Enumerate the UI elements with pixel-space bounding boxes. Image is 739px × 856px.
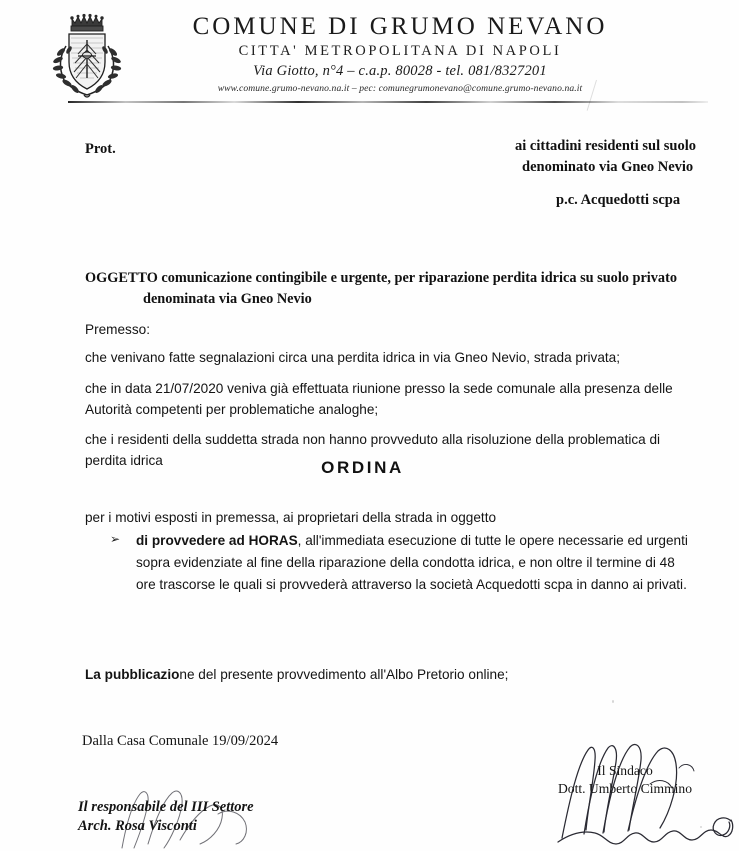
place-and-date: Dalla Casa Comunale 19/09/2024 bbox=[82, 733, 279, 749]
motivi-paragraph: per i motivi esposti in premessa, ai proprietari della strada in oggetto bbox=[85, 510, 497, 525]
municipal-coat-of-arms-icon bbox=[42, 10, 138, 102]
premise-paragraph-2: che in data 21/07/2020 veniva già effettuata riunione presso la sede comunale alla presenza delle Autorità competenti per problematiche analoghe; bbox=[85, 381, 673, 417]
protocol-label: Prot. bbox=[85, 141, 116, 157]
premise-label: Premesso: bbox=[85, 322, 150, 337]
recipient-line-2: denominato via Gneo Nevio bbox=[522, 158, 694, 175]
officer-role: Il responsabile del III Settore bbox=[78, 799, 254, 815]
publication-paragraph bbox=[85, 665, 693, 686]
scan-artifact-speck bbox=[700, 826, 702, 828]
organization-address: Via Giotto, n°4 – c.a.p. 80028 - tel. 081/8327201 bbox=[253, 63, 547, 80]
subject-block bbox=[85, 268, 690, 309]
premise-paragraph-3: che i residenti della suddetta strada non hanno provveduto alla risoluzione della problematica di perdita idrica bbox=[85, 432, 661, 468]
arrow-bullet-icon: ➢ bbox=[110, 532, 121, 546]
ordinance-bullet-text bbox=[136, 530, 695, 596]
premise-paragraph-1: che venivano fatte segnalazioni circa una perdita idrica in via Gneo Nevio, strada privata; bbox=[85, 350, 620, 365]
officer-name: Arch. Rosa Visconti bbox=[78, 818, 197, 835]
mayor-name: Dott. Umberto Cimmino bbox=[557, 781, 693, 797]
organization-web-pec: www.comune.grumo-nevano.na.it – pec: comunegrumonevano@comune.grumo-nevano.na.it bbox=[217, 83, 583, 95]
carbon-copy-recipient: p.c. Acquedotti scpa bbox=[556, 192, 681, 208]
letterhead bbox=[0, 6, 739, 102]
scan-artifact-speck bbox=[612, 700, 614, 703]
ordinance-bullet-emphasis: di provvedere ad HORAS bbox=[136, 533, 298, 548]
subject-line-2: denominata via Gneo Nevio bbox=[143, 290, 312, 307]
publication-rest: ne del presente provvedimento all'Albo Pretorio online; bbox=[179, 667, 509, 682]
organization-subtitle: CITTA' METROPOLITANA DI NAPOLI bbox=[238, 43, 562, 60]
header-divider bbox=[68, 101, 708, 103]
recipient-block bbox=[440, 136, 730, 177]
mayor-signature-block bbox=[520, 762, 730, 799]
mayor-role: Il Sindaco bbox=[597, 763, 653, 778]
letterhead-text bbox=[150, 14, 650, 94]
subject-line-1: OGGETTO comunicazione contingibile e urgente, per riparazione perdita idrica su suolo privato bbox=[85, 270, 677, 286]
list-item bbox=[110, 530, 695, 596]
publication-emphasis: La pubblicazio bbox=[85, 667, 180, 682]
recipient-line-1: ai cittadini residenti sul suolo bbox=[515, 138, 697, 154]
officer-signature-block bbox=[78, 798, 254, 836]
organization-name: COMUNE DI GRUMO NEVANO bbox=[192, 13, 608, 40]
ordinance-bullet-list bbox=[110, 530, 695, 596]
ordinance-bullet-rest: , all'immediata esecuzione di tutte le opere necessarie ed urgenti sopra evidenziate al fine della riparazione della condotta idrica, e non oltre il termine di 48 ore trascorse le quali si provvederà attraverso la società Acquedotti scpa in danno ai privati. bbox=[136, 533, 688, 593]
ordina-heading: ORDINA bbox=[321, 458, 404, 477]
